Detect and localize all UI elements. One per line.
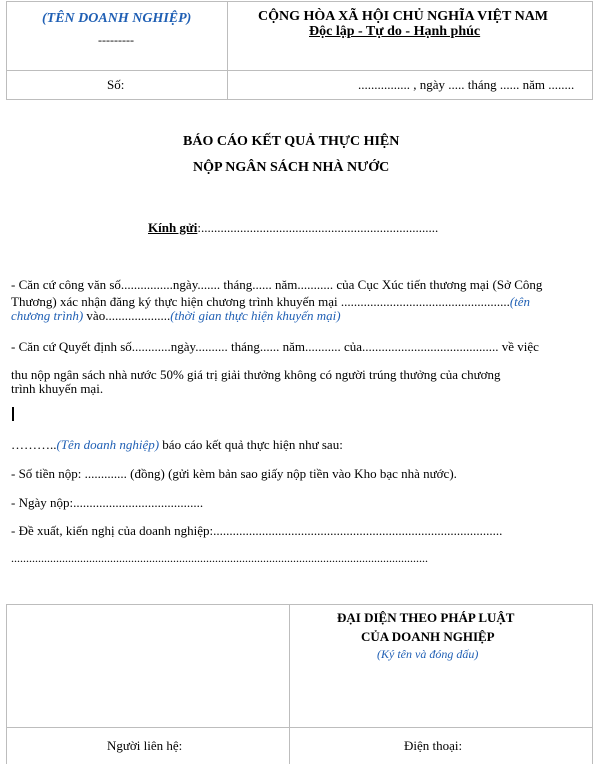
report-title-line1: BÁO CÁO KẾT QUẢ THỰC HIỆN: [183, 134, 400, 149]
basis-dispatch-line3: [11, 308, 341, 324]
report-intro-text: báo cáo kết quả thực hiện như sau:: [159, 437, 343, 452]
text-cursor[interactable]: [12, 407, 14, 421]
basis-decision-line3: trình khuyến mại.: [11, 381, 104, 396]
payment-date-line: - Ngày nộp:........................................: [11, 495, 204, 510]
company-dashes: ---------: [98, 33, 134, 47]
document-number-label: Số:: [107, 77, 125, 92]
report-prefix: ………..: [11, 437, 57, 452]
recipient-label: Kính gửi: [148, 220, 198, 235]
legal-representative-line1: ĐẠI DIỆN THEO PHÁP LUẬT: [337, 610, 515, 625]
basis-dispatch-text: Thương) xác nhận đăng ký thực hiện chương trình khuyến mại ....................................................: [11, 294, 510, 309]
footer-table: [6, 604, 593, 764]
header-divider-vertical: [227, 2, 228, 99]
company-placeholder: (TÊN DOANH NGHIỆP): [42, 11, 192, 26]
program-name-hint-cont: chương trình): [11, 308, 84, 323]
signature-note: (Ký tên và đóng dấu): [377, 647, 479, 661]
contact-person-label: Người liên hệ:: [107, 738, 183, 753]
recipient-line: [148, 220, 438, 236]
recipient-dots: :.........................................................................: [197, 220, 439, 235]
amount-line: - Số tiền nộp: ............. (đồng) (gửi kèm bản sao giấy nộp tiền vào Kho bạc nhà nước).: [11, 466, 457, 481]
promotion-time-hint: (thời gian thực hiện khuyến mại): [170, 308, 341, 323]
header-divider-horizontal: [7, 70, 592, 71]
legal-representative-line2: CỦA DOANH NGHIỆP: [361, 629, 495, 644]
proposal-line: - Đề xuất, kiến nghị của doanh nghiệp:.........................................................................................: [11, 523, 503, 538]
phone-label: Điện thoại:: [404, 738, 463, 753]
country-name: CỘNG HÒA XÃ HỘI CHỦ NGHĨA VIỆT NAM: [258, 9, 549, 24]
basis-decision-line2: thu nộp ngân sách nhà nước 50% giá trị giải thưởng không có người trúng thưởng của chương: [11, 367, 501, 382]
report-intro-line: [11, 437, 343, 453]
program-name-hint: (tên: [509, 294, 531, 309]
basis-decision-line1: - Căn cứ Quyết định số............ngày.......... tháng...... năm........... của.......................................... về việc: [11, 339, 539, 354]
proposal-dots-line: ...........................................................................................................................................: [11, 551, 428, 565]
basis-dispatch-line1: - Căn cứ công văn số................ngày....... tháng...... năm........... của Cục Xúc tiến thương mại (Sở Công: [11, 277, 543, 292]
time-prefix: vào....................: [83, 308, 171, 323]
document-date-line: ................ , ngày ..... tháng ...... năm ........: [358, 77, 575, 92]
footer-divider-vertical: [289, 605, 290, 764]
report-title-line2: NỘP NGÂN SÁCH NHÀ NƯỚC: [193, 160, 390, 175]
company-name-hint: (Tên doanh nghiệp): [56, 437, 160, 452]
footer-divider-horizontal: [7, 727, 592, 728]
national-motto: Độc lập - Tự do - Hạnh phúc: [309, 24, 481, 39]
